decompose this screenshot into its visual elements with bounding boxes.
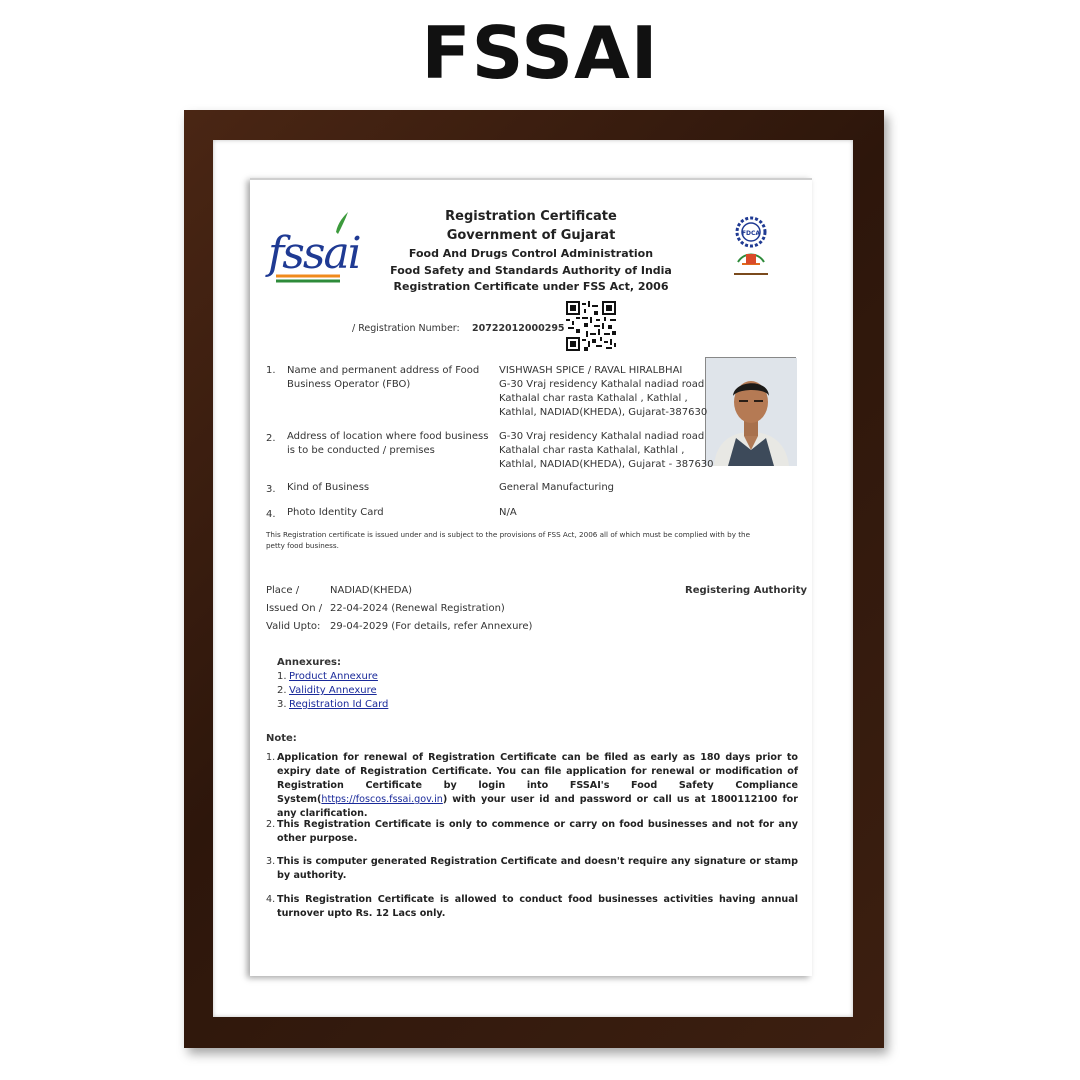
note-1-number: 1. [266,752,276,763]
registration-number: 20722012000295 [472,323,565,334]
note-3 [266,855,798,883]
page-heading: FSSAI [421,11,659,95]
item-1-number: 1. [266,365,276,376]
place-value: NADIAD(KHEDA) [330,585,413,596]
note-3-number: 3. [266,856,276,867]
annexures-title: Annexures: [277,657,341,668]
item-1-value-line-2: G-30 Vraj residency Kathalal nadiad road [499,379,705,390]
item-3-label: Kind of Business [287,482,370,493]
item-3-value: General Manufacturing [499,482,614,493]
note-3-text: This is computer generated Registration Certificate and doesn't require any signature or stamp by authority. [277,856,798,881]
act-name: Registration Certificate under FSS Act, 2006 [393,280,669,293]
annexure-1-number: 1. [277,671,287,682]
item-2-value-line-1: G-30 Vraj residency Kathalal nadiad road [499,431,705,442]
note-4-number: 4. [266,894,276,905]
note-2 [266,818,798,846]
valid-value: 29-04-2029 (For details, refer Annexure) [330,621,533,632]
item-2-value-line-3: Kathlal, NADIAD(KHEDA), Gujarat - 387630 [499,459,714,470]
annexure-3-number: 3. [277,699,287,710]
registering-authority: Registering Authority [685,585,807,596]
government-name: Government of Gujarat [446,228,616,243]
issued-label: Issued On / [266,603,323,614]
note-title: Note: [266,733,297,744]
place-label: Place / [266,585,300,596]
note-2-text: This Registration Certificate is only to commence or carry on food businesses and not for any other purpose. [277,819,798,844]
item-2-label-line-2: is to be conducted / premises [287,445,435,456]
svg-text:fssai: fssai [268,228,360,279]
item-2-number: 2. [266,433,276,444]
item-1-value-line-4: Kathlal, NADIAD(KHEDA), Gujarat-387630 [499,407,708,418]
qr-code-icon [566,301,616,351]
item-4-label: Photo Identity Card [287,507,384,518]
certificate-title: Registration Certificate [445,209,617,224]
note-4-text: This Registration Certificate is allowed to conduct food businesses activities having annual turnover upto Rs. 12 Lacs only. [277,894,798,919]
note-2-number: 2. [266,819,276,830]
foscos-link[interactable]: https://foscos.fssai.gov.in [321,794,443,805]
validity-annexure-link[interactable]: Validity Annexure [289,685,377,696]
product-annexure-link[interactable]: Product Annexure [289,671,378,682]
item-2-value-line-2: Kathalal char rasta Kathalal, Kathlal , [499,445,685,456]
certificate-document [250,178,812,976]
item-1-value-line-1: VISHWASH SPICE / RAVAL HIRALBHAI [499,365,683,376]
item-4-number: 4. [266,509,276,520]
operator-photo [705,357,796,465]
annexure-2-number: 2. [277,685,287,696]
emblem-text: FDCA [741,230,761,237]
note-1 [266,751,798,821]
disclaimer-line-1: This Registration certificate is issued under and is subject to the provisions of FSS Act, 2006 all of which must be complied with by the [266,530,751,539]
note-4 [266,893,798,921]
item-1-value-line-3: Kathalal char rasta Kathalal , Kathlal , [499,393,688,404]
note-1-text-before: Application for renewal of Registration Certificate can be filed as early as 180 days prior to expiry date of Registration Certificate. You can file application for renewal or modification of Registration Certificate by login into FSSAI's Food Safety Compliance System( [277,752,798,805]
administration-name: Food And Drugs Control Administration [408,247,654,260]
item-3-number: 3. [266,484,276,495]
valid-label: Valid Upto: [266,621,321,632]
issued-value: 22-04-2024 (Renewal Registration) [330,603,505,614]
note-1-text-after: ) with your user id and password or call us at 1800112100 for any clarification. [277,794,798,819]
registration-label: / Registration Number: [352,323,460,334]
disclaimer-line-2: petty food business. [266,541,339,550]
registration-id-card-link[interactable]: Registration Id Card [289,699,389,710]
item-2-label-line-1: Address of location where food business [287,431,489,442]
authority-name: Food Safety and Standards Authority of India [390,264,672,277]
item-4-value: N/A [499,507,517,518]
item-1-label-line-2: Business Operator (FBO) [287,379,411,390]
item-1-label-line-1: Name and permanent address of Food [287,365,480,376]
